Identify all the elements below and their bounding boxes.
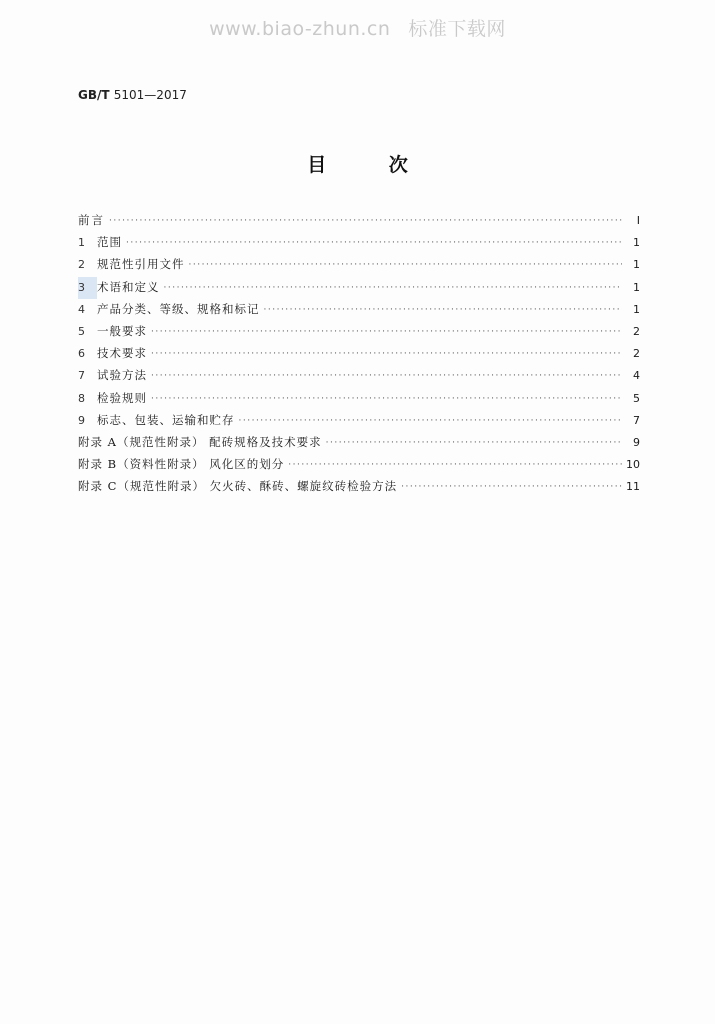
toc-entry-page: 1 (633, 280, 640, 294)
toc-entry-number: 4 (78, 302, 85, 316)
toc-entry-page: 1 (633, 258, 640, 272)
toc-entry-page: 11 (626, 480, 640, 494)
toc-leader-dots (288, 454, 622, 476)
toc-entry-label: 前言 (78, 213, 105, 227)
toc-entry-label: 试验方法 (97, 368, 147, 383)
toc-entry-3[interactable] (78, 276, 640, 298)
toc-entry-label: 附录 C（规范性附录） 欠火砖、酥砖、螺旋纹砖检验方法 (78, 479, 398, 494)
toc-entry-annex-b[interactable] (78, 453, 640, 475)
toc-entry-number: 1 (78, 236, 85, 250)
toc-entry-label: 范围 (97, 235, 122, 250)
toc-leader-dots (239, 410, 623, 432)
toc-entry-page: 9 (633, 435, 640, 449)
toc-entry-preface[interactable] (78, 209, 640, 231)
toc-entry-number: 6 (78, 347, 85, 361)
table-of-contents (78, 209, 640, 497)
toc-leader-dots (151, 388, 622, 410)
toc-entry-number: 8 (78, 391, 85, 405)
toc-entry-page: 10 (626, 458, 640, 472)
toc-entry-number: 3 (78, 277, 97, 299)
toc-entry-number: 2 (78, 258, 85, 272)
toc-entry-5[interactable] (78, 320, 640, 342)
toc-entry-2[interactable] (78, 253, 640, 275)
toc-entry-label: 标志、包装、运输和贮存 (97, 412, 235, 427)
toc-leader-dots (401, 476, 622, 498)
toc-leader-dots (151, 365, 622, 387)
toc-entry-6[interactable] (78, 342, 640, 364)
toc-leader-dots (126, 232, 622, 254)
toc-leader-dots (264, 299, 623, 321)
toc-entry-4[interactable] (78, 298, 640, 320)
toc-leader-dots (189, 254, 623, 276)
toc-entry-page: 5 (633, 391, 640, 405)
toc-entry-page: 2 (633, 324, 640, 338)
standard-prefix: GB/T (78, 88, 110, 102)
toc-entry-label: 检验规则 (97, 390, 147, 405)
toc-entry-label: 产品分类、等级、规格和标记 (97, 301, 260, 316)
toc-entry-8[interactable] (78, 387, 640, 409)
toc-leader-dots (326, 432, 622, 454)
standard-number: 5101—2017 (113, 88, 187, 102)
toc-entry-label: 一般要求 (97, 323, 147, 338)
watermark-url: www.biao-zhun.cn (209, 18, 391, 40)
toc-entry-number: 5 (78, 324, 85, 338)
toc-entry-page: 1 (633, 236, 640, 250)
toc-entry-page: 2 (633, 347, 640, 361)
toc-entry-number: 9 (78, 413, 85, 427)
toc-entry-page: Ⅰ (636, 214, 640, 227)
toc-entry-1[interactable] (78, 231, 640, 253)
toc-entry-label: 规范性引用文件 (97, 257, 185, 272)
toc-entry-label: 附录 A（规范性附录） 配砖规格及技术要求 (78, 434, 322, 449)
watermark (0, 14, 715, 41)
toc-entry-number: 7 (78, 369, 85, 383)
watermark-site: 标准下载网 (408, 18, 506, 40)
toc-entry-page: 1 (633, 302, 640, 316)
toc-entry-7[interactable] (78, 364, 640, 386)
toc-leader-dots (151, 343, 622, 365)
toc-entry-label: 附录 B（资料性附录） 风化区的划分 (78, 457, 285, 472)
toc-leader-dots (109, 210, 622, 232)
toc-entry-page: 4 (633, 369, 640, 383)
toc-entry-9[interactable] (78, 409, 640, 431)
toc-title: 目 次 (307, 154, 436, 176)
toc-entry-label: 技术要求 (97, 346, 147, 361)
toc-entry-annex-c[interactable] (78, 475, 640, 497)
toc-entry-label: 术语和定义 (97, 279, 160, 294)
toc-entry-page: 7 (633, 413, 640, 427)
toc-leader-dots (151, 321, 622, 343)
toc-entry-annex-a[interactable] (78, 431, 640, 453)
toc-leader-dots (164, 277, 623, 299)
standard-code (78, 88, 187, 102)
